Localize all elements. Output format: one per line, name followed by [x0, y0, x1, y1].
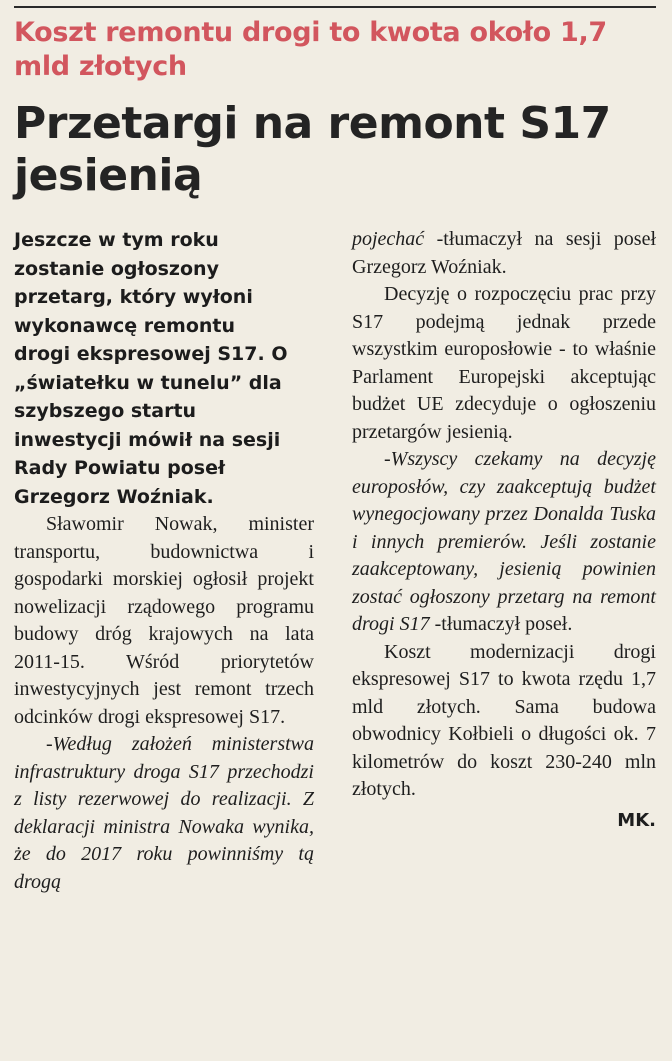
- body-paragraph-1: Sławomir Nowak, minister transportu, budownictwa i gospodarki morskiej ogłosił projekt nowelizacji rządowego programu budowy dróg krajowych na lata 2011-15. Wśród priorytetów inwestycyjnych jest remont trzech odcinków drogi ekspresowej S17.: [14, 513, 314, 728]
- right-column: [352, 226, 656, 834]
- body-paragraph-3: Koszt modernizacji drogi ekspresowej S17 to kwota rzędu 1,7 mld złotych. Sama budowa obwodnicy Kołbieli o długości ok. 7 kilometrów do koszt 230-240 mln złotych.: [352, 640, 656, 800]
- quote-attribution-1: -tłumaczył na sesji poseł Grzegorz Woźniak.: [352, 228, 656, 278]
- quote-paragraph-1: -Według założeń ministerstwa infrastruktury droga S17 przechodzi z listy rezerwowej do realizacji. Z deklaracji ministra Nowaka wynika, że do 2017 roku powinniśmy tą drogą: [14, 733, 314, 893]
- author-signature: MK.: [617, 809, 656, 831]
- quote-continuation: [352, 226, 656, 281]
- lead-paragraph: Jeszcze w tym roku zostanie ogłoszony przetarg, który wyłoni wykonawcę remontu drogi ekspresowej S17. O „światełku w tunelu” dla szybszego startu inwestycji mówił na sesji Rady Powiatu poseł Grzegorz Woźniak.: [14, 229, 288, 508]
- quote-continuation-italic: pojechać: [352, 228, 425, 250]
- headline: Przetargi na remont S17 jesienią: [14, 98, 611, 201]
- kicker: Koszt remontu drogi to kwota około 1,7 mld złotych: [14, 17, 607, 82]
- body-paragraph-2: Decyzję o rozpoczęciu prac przy S17 podejmą jednak przede wszystkim europosłowie - to właśnie Parlament Europejski akceptując budżet UE zdecyduje o ogłoszeniu przetargów jesienią.: [352, 283, 656, 443]
- top-rule: [14, 6, 656, 8]
- quote-attribution-2: -tłumaczył poseł.: [429, 613, 573, 635]
- left-column: [14, 226, 314, 896]
- quote-paragraph-2: [352, 446, 656, 639]
- quote-2-text: -Wszyscy czekamy na decyzję europosłów, czy zaakceptują budżet wynegocjowany przez Donalda Tuska i innych premierów. Jeśli zostanie zaakceptowany, jesienią powinien zostać ogłoszony przetarg na remont drogi S17: [352, 448, 656, 635]
